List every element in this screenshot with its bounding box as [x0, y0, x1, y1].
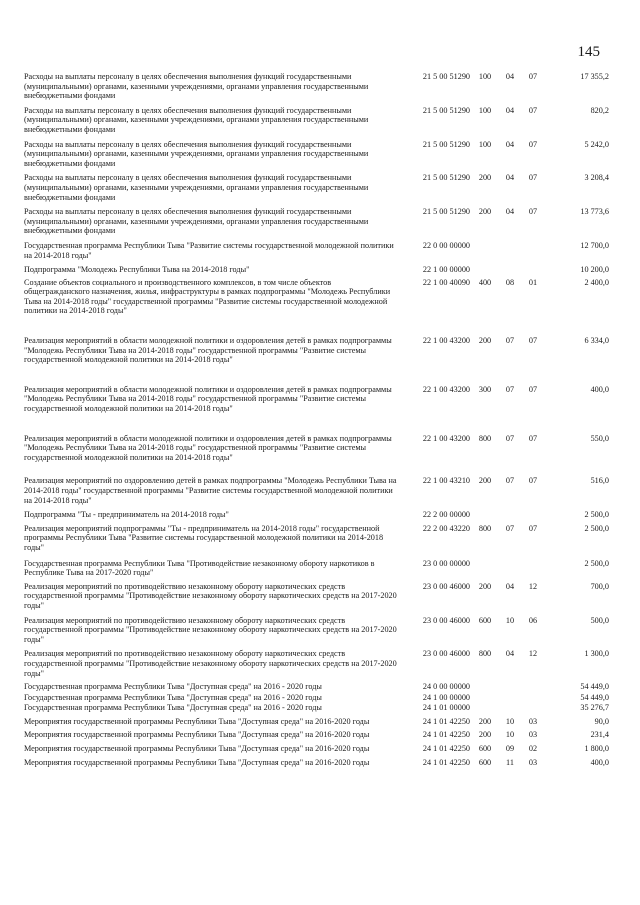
table-row — [24, 106, 609, 140]
expense-type-code — [470, 510, 500, 524]
target-article-code: 24 1 00 00000 — [422, 692, 470, 702]
expense-type-code: 100 — [478, 105, 492, 115]
subsection-code: 02 — [528, 744, 538, 754]
subsection-code: 07 — [528, 72, 538, 81]
row-description: Реализация мероприятий по противодействию незаконному обороту наркотических средств государственной программы "Противодействие незаконному обороту наркотических средств на 2017-2020 годы" — [24, 581, 397, 610]
table-row — [24, 703, 609, 717]
target-article-code: 24 1 01 42250 — [422, 716, 470, 726]
table-row — [24, 559, 609, 582]
budget-table-body — [24, 72, 609, 767]
amount-value: 2 400,0 — [584, 277, 609, 287]
section-code: 10 — [505, 730, 515, 740]
target-article-code: 22 1 00 43200 — [422, 433, 470, 443]
target-article-code: 23 0 00 00000 — [422, 558, 470, 568]
amount-value: 500,0 — [590, 615, 609, 625]
row-description: Реализация мероприятий по оздоровлению детей в рамках подпрограммы "Молодежь Республики Тыва на 2014-2018 годы" государственной программы "Развитие системы государственной молодежной политики на 2014-2018 годы" — [24, 476, 397, 505]
expense-type-code: 200 — [478, 207, 492, 217]
section-code — [500, 265, 520, 278]
expense-type-code: 300 — [478, 384, 492, 394]
subsection-code — [520, 682, 546, 693]
subsection-code: 03 — [528, 716, 538, 726]
amount-value: 90,0 — [594, 716, 609, 726]
amount-value: 231,4 — [590, 730, 609, 740]
table-row — [24, 682, 609, 693]
target-article-code: 22 1 00 43200 — [422, 384, 470, 394]
row-description: Государственная программа Республики Тыва "Доступная среда" на 2016 - 2020 годы — [24, 703, 322, 713]
subsection-code: 07 — [528, 173, 538, 183]
row-description: Подпрограмма "Ты - предприниматель на 2014-2018 годы" — [24, 510, 229, 520]
target-article-code: 22 1 00 43210 — [422, 476, 470, 486]
table-row — [24, 278, 609, 336]
expense-type-code: 200 — [478, 476, 492, 486]
section-code: 07 — [505, 523, 515, 533]
subsection-code: 07 — [528, 523, 538, 533]
row-description: Расходы на выплаты персоналу в целях обеспечения выполнения функций государственными (муниципальными) органами, казенными учреждениями, органами управления государственными внебюджетными фондами — [24, 72, 369, 101]
expense-type-code: 100 — [478, 72, 492, 81]
section-code: 07 — [505, 476, 515, 486]
section-code — [500, 682, 520, 693]
table-row — [24, 72, 609, 106]
row-description: Государственная программа Республики Тыва "Развитие системы государственной молодежной политики на 2014-2018 годы" — [24, 240, 394, 260]
section-code — [500, 510, 520, 524]
subsection-code: 07 — [528, 139, 538, 149]
subsection-code: 07 — [528, 433, 538, 443]
row-description: Реализация мероприятий подпрограммы "Ты - предприниматель на 2014-2018 годы" государственной программы Республики Тыва "Развитие системы государственной молодежной политики на 2014-2018 годы" — [24, 523, 384, 552]
section-code: 04 — [505, 72, 515, 81]
expense-type-code: 200 — [478, 716, 492, 726]
subsection-code: 07 — [528, 384, 538, 394]
expense-type-code: 200 — [478, 336, 492, 346]
subsection-code — [520, 510, 546, 524]
subsection-code: 07 — [528, 336, 538, 346]
budget-table — [24, 72, 609, 767]
row-description: Мероприятия государственной программы Республики Тыва "Доступная среда" на 2016-2020 годы — [24, 730, 370, 740]
table-row — [24, 385, 609, 434]
target-article-code: 22 2 00 00000 — [422, 510, 470, 520]
amount-value: 1 300,0 — [584, 649, 609, 659]
target-article-code: 24 0 00 00000 — [422, 682, 470, 692]
section-code: 04 — [505, 649, 515, 659]
subsection-code — [520, 703, 546, 717]
expense-type-code — [470, 241, 500, 265]
subsection-code: 07 — [528, 207, 538, 217]
row-description: Реализация мероприятий в области молодежной политики и оздоровления детей в рамках подпрограммы "Молодежь Республики Тыва на 2014-2018 годы" государственной программы "Развитие системы государственной молодежной политики на 2014-2018 годы" — [24, 336, 392, 365]
row-description: Мероприятия государственной программы Республики Тыва "Доступная среда" на 2016-2020 годы — [24, 744, 370, 754]
target-article-code: 24 1 01 00000 — [422, 703, 470, 713]
section-code: 07 — [505, 336, 515, 346]
subsection-code: 03 — [528, 730, 538, 740]
section-code — [500, 693, 520, 704]
expense-type-code: 600 — [478, 757, 492, 767]
section-code: 04 — [505, 139, 515, 149]
row-description: Мероприятия государственной программы Республики Тыва "Доступная среда" на 2016-2020 годы — [24, 757, 370, 767]
row-description: Подпрограмма "Молодежь Республики Тыва на 2014-2018 годы" — [24, 265, 250, 275]
amount-value: 10 200,0 — [580, 265, 609, 275]
row-description: Расходы на выплаты персоналу в целях обеспечения выполнения функций государственными (муниципальными) органами, казенными учреждениями, органами управления государственными внебюджетными фондами — [24, 207, 369, 236]
expense-type-code — [470, 559, 500, 582]
amount-value: 2 500,0 — [584, 558, 609, 568]
target-article-code: 24 1 01 42250 — [422, 744, 470, 754]
section-code: 04 — [505, 173, 515, 183]
subsection-code: 07 — [528, 105, 538, 115]
amount-value: 6 334,0 — [584, 336, 609, 346]
row-description: Расходы на выплаты персоналу в целях обеспечения выполнения функций государственными (муниципальными) органами, казенными учреждениями, органами управления государственными внебюджетными фондами — [24, 139, 369, 168]
target-article-code: 21 5 00 51290 — [422, 105, 470, 115]
section-code: 07 — [505, 433, 515, 443]
row-description: Реализация мероприятий по противодействию незаконному обороту наркотических средств государственной программы "Противодействие незаконному обороту наркотических средств на 2017-2020 годы" — [24, 615, 397, 644]
amount-value: 516,0 — [590, 476, 609, 486]
amount-value: 550,0 — [590, 433, 609, 443]
expense-type-code — [470, 693, 500, 704]
row-description: Государственная программа Республики Тыва "Доступная среда" на 2016 - 2020 годы — [24, 682, 322, 692]
section-code — [500, 559, 520, 582]
target-article-code: 21 5 00 51290 — [422, 207, 470, 217]
expense-type-code: 600 — [478, 615, 492, 625]
expense-type-code: 600 — [478, 744, 492, 754]
section-code: 08 — [505, 277, 515, 287]
expense-type-code — [470, 682, 500, 693]
target-article-code: 23 0 00 46000 — [422, 649, 470, 659]
subsection-code: 12 — [528, 581, 538, 591]
table-row — [24, 265, 609, 278]
table-row — [24, 717, 609, 731]
subsection-code — [520, 559, 546, 582]
amount-value: 54 449,0 — [580, 692, 609, 702]
page-number: 145 — [577, 44, 600, 60]
table-row — [24, 336, 609, 385]
table-row — [24, 582, 609, 616]
section-code: 11 — [506, 757, 514, 767]
amount-value: 700,0 — [590, 581, 609, 591]
row-description: Мероприятия государственной программы Республики Тыва "Доступная среда" на 2016-2020 годы — [24, 716, 370, 726]
table-row — [24, 616, 609, 650]
row-description: Государственная программа Республики Тыва "Противодействие незаконному обороту наркотиков в Республике Тыва на 2017-2020 годы" — [24, 558, 375, 578]
amount-value: 5 242,0 — [584, 139, 609, 149]
target-article-code: 21 5 00 51290 — [422, 139, 470, 149]
row-description: Расходы на выплаты персоналу в целях обеспечения выполнения функций государственными (муниципальными) органами, казенными учреждениями, органами управления государственными внебюджетными фондами — [24, 173, 369, 202]
section-code: 04 — [505, 581, 515, 591]
expense-type-code: 100 — [478, 139, 492, 149]
section-code — [500, 241, 520, 265]
target-article-code: 22 1 00 40090 — [422, 277, 470, 287]
amount-value: 1 800,0 — [584, 744, 609, 754]
section-code: 07 — [505, 384, 515, 394]
expense-type-code: 200 — [478, 730, 492, 740]
row-description: Реализация мероприятий по противодействию незаконному обороту наркотических средств государственной программы "Противодействие незаконному обороту наркотических средств на 2017-2020 годы" — [24, 649, 397, 678]
table-row — [24, 510, 609, 524]
table-row — [24, 730, 609, 744]
subsection-code: 12 — [528, 649, 538, 659]
row-description: Расходы на выплаты персоналу в целях обеспечения выполнения функций государственными (муниципальными) органами, казенными учреждениями, органами управления государственными внебюджетными фондами — [24, 105, 369, 134]
target-article-code: 24 1 01 42250 — [422, 757, 470, 767]
table-row — [24, 434, 609, 477]
target-article-code: 22 1 00 00000 — [422, 265, 470, 275]
amount-value: 3 208,4 — [584, 173, 609, 183]
table-row — [24, 476, 609, 510]
amount-value: 54 449,0 — [580, 682, 609, 692]
section-code: 10 — [505, 615, 515, 625]
section-code: 09 — [505, 744, 515, 754]
expense-type-code: 800 — [478, 649, 492, 659]
row-description: Реализация мероприятий в области молодежной политики и оздоровления детей в рамках подпрограммы "Молодежь Республики Тыва на 2014-2018 годы" государственной программы "Развитие системы государственной молодежной политики на 2014-2018 годы" — [24, 433, 392, 462]
target-article-code: 21 5 00 51290 — [422, 72, 470, 81]
table-row — [24, 649, 609, 682]
target-article-code: 22 0 00 00000 — [422, 240, 470, 250]
target-article-code: 24 1 01 42250 — [422, 730, 470, 740]
target-article-code: 22 1 00 43200 — [422, 336, 470, 346]
amount-value: 820,2 — [590, 105, 609, 115]
section-code: 04 — [505, 105, 515, 115]
expense-type-code: 200 — [478, 581, 492, 591]
target-article-code: 22 2 00 43220 — [422, 523, 470, 533]
row-description: Создание объектов социального и производственного комплексов, в том числе объектов общегражданского назначения, жилья, инфраструктуры в рамках подпрограммы "Молодежь Республики Тыва на 2014-2018 годы" государственной программы "Развитие системы государственной молодежной политики на 2014-2018 годы" — [24, 277, 391, 316]
table-row — [24, 693, 609, 704]
amount-value: 35 276,7 — [580, 703, 609, 713]
subsection-code: 07 — [528, 476, 538, 486]
subsection-code — [520, 241, 546, 265]
amount-value: 2 500,0 — [584, 523, 609, 533]
subsection-code: 06 — [528, 615, 538, 625]
subsection-code — [520, 693, 546, 704]
amount-value: 12 700,0 — [580, 240, 609, 250]
expense-type-code: 200 — [478, 173, 492, 183]
expense-type-code — [470, 265, 500, 278]
table-row — [24, 744, 609, 758]
subsection-code: 03 — [528, 757, 538, 767]
table-row — [24, 140, 609, 174]
target-article-code: 21 5 00 51290 — [422, 173, 470, 183]
row-description: Государственная программа Республики Тыва "Доступная среда" на 2016 - 2020 годы — [24, 692, 322, 702]
subsection-code — [520, 265, 546, 278]
amount-value: 400,0 — [590, 384, 609, 394]
table-row — [24, 241, 609, 265]
amount-value: 400,0 — [590, 757, 609, 767]
table-row — [24, 758, 609, 768]
table-row — [24, 207, 609, 241]
expense-type-code: 400 — [478, 277, 492, 287]
amount-value: 13 773,6 — [580, 207, 609, 217]
amount-value: 2 500,0 — [584, 510, 609, 520]
expense-type-code — [470, 703, 500, 717]
target-article-code: 23 0 00 46000 — [422, 615, 470, 625]
target-article-code: 23 0 00 46000 — [422, 581, 470, 591]
section-code: 04 — [505, 207, 515, 217]
amount-value: 17 355,2 — [580, 72, 609, 81]
table-row — [24, 173, 609, 207]
row-description: Реализация мероприятий в области молодежной политики и оздоровления детей в рамках подпрограммы "Молодежь Республики Тыва на 2014-2018 годы" государственной программы "Развитие системы государственной молодежной политики на 2014-2018 годы" — [24, 384, 392, 414]
section-code: 10 — [505, 716, 515, 726]
expense-type-code: 800 — [478, 433, 492, 443]
expense-type-code: 800 — [478, 523, 492, 533]
subsection-code: 01 — [528, 277, 538, 287]
section-code — [500, 703, 520, 717]
table-row — [24, 524, 609, 559]
